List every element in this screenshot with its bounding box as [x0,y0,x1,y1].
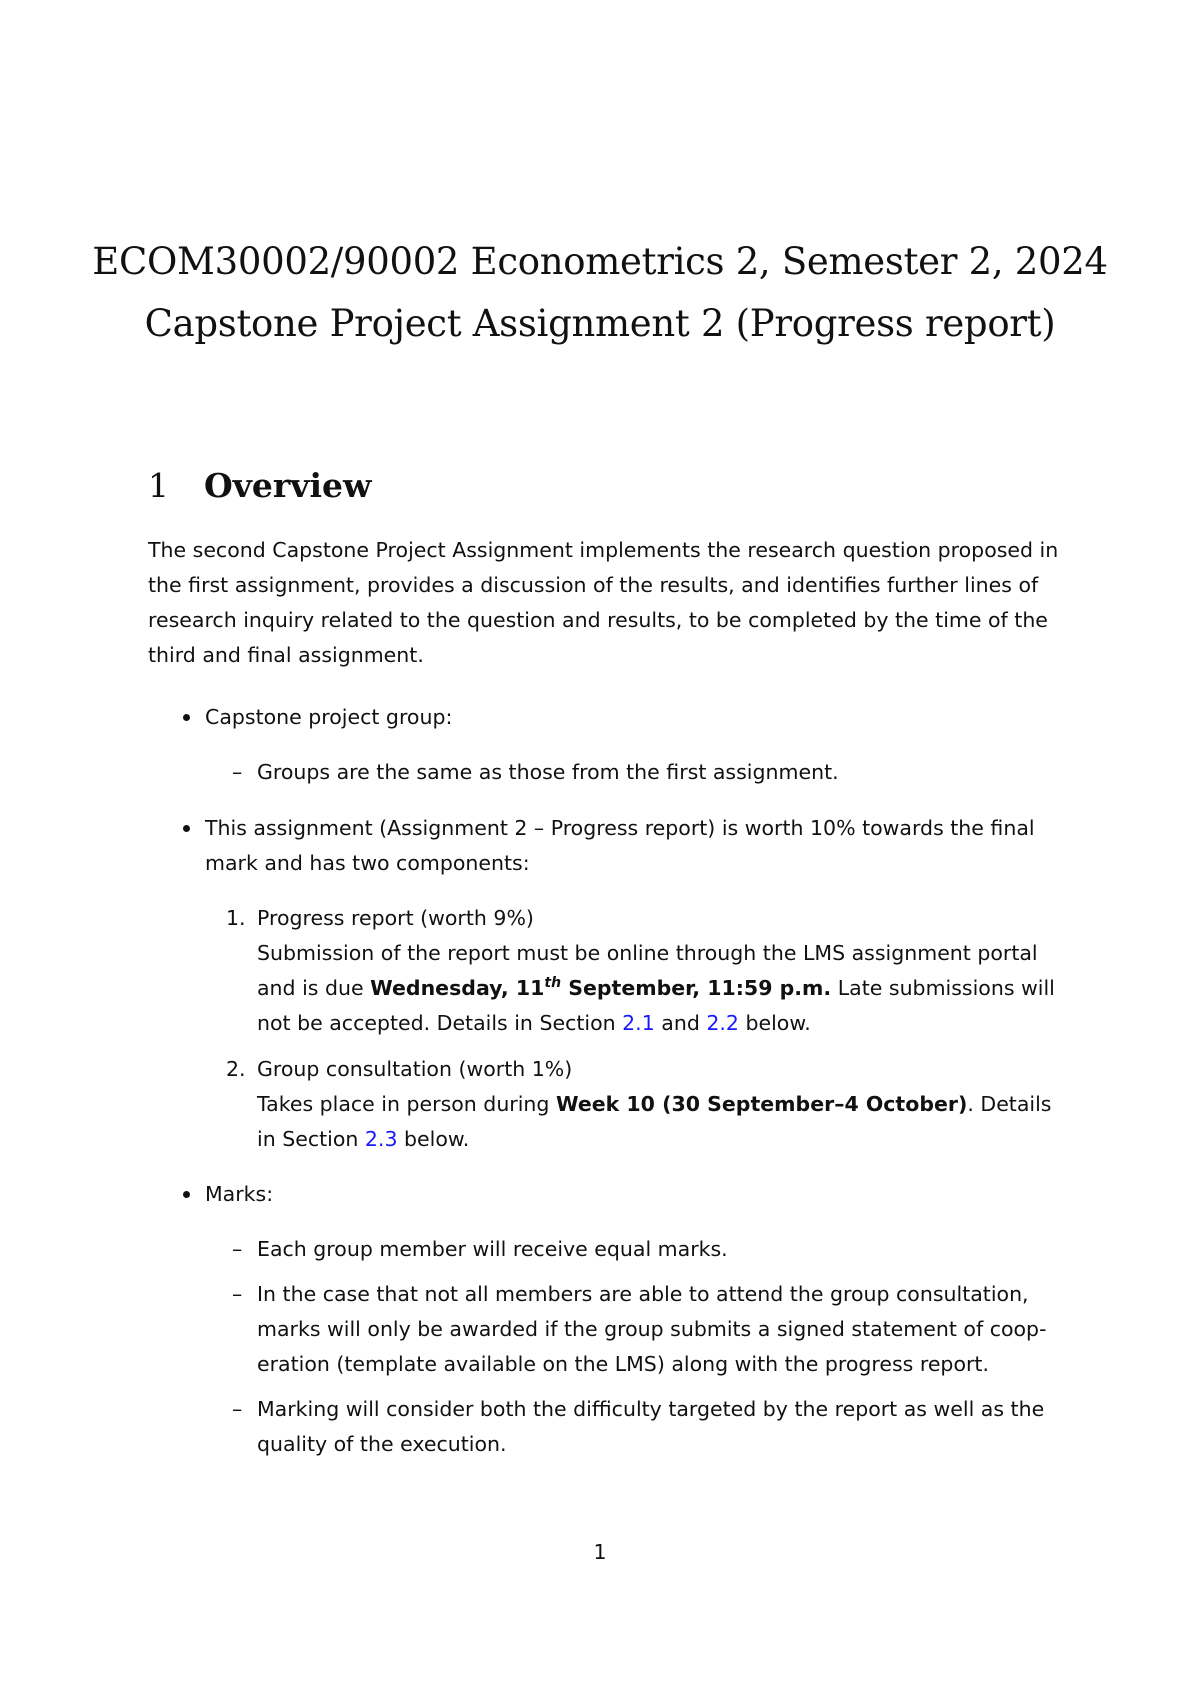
section-heading [148,466,371,505]
text-fragment: below. [738,1011,811,1035]
marks-sub-item-3-line-1: Marking will consider both the difficulty targeted by the report as well as the [257,1397,1045,1421]
section-link-2-3[interactable]: 2.3 [364,1127,398,1151]
text-fragment: in Section [257,1127,365,1151]
due-date [370,976,831,1000]
document-title-line-1: ECOM30002/90002 Econometrics 2, Semester 2, 2024 [92,240,1108,283]
text-fragment: Late submissions will [831,976,1055,1000]
marks-sub-item-2-line-2: marks will only be awarded if the group submits a signed statement of coop- [257,1317,1047,1341]
section-number: 1 [148,466,169,505]
progress-report-line-1: Submission of the report must be online through the LMS assignment portal [257,941,1038,965]
bullet-point-icon [183,1191,190,1198]
due-day: Wednesday, 11 [370,976,545,1000]
group-consultation-line-2 [257,1122,469,1157]
group-consultation-heading: Group consultation (worth 1%) [257,1057,573,1081]
enum-number: 2. [226,1057,246,1081]
intro-paragraph [148,533,1068,673]
marks-sub-item-2-line-1: In the case that not all members are able to attend the group consultation, [257,1282,1029,1306]
dash-icon: – [232,1282,243,1306]
text-fragment: below. [397,1127,470,1151]
text-fragment: and is due [257,976,371,1000]
marks-sub-item-1: Each group member will receive equal marks. [257,1237,728,1261]
bullet-assignment-line-1: This assignment (Assignment 2 – Progress report) is worth 10% towards the final [205,816,1035,840]
bullet-point-icon [183,825,190,832]
section-link-2-2[interactable]: 2.2 [706,1011,739,1035]
progress-report-line-3 [257,1006,811,1041]
progress-report-line-2 [257,971,1055,1006]
text-fragment: . Details [967,1092,1052,1116]
consultation-week: Week 10 (30 September–4 October) [555,1092,968,1116]
document-title-line-2: Capstone Project Assignment 2 (Progress report) [144,302,1056,345]
bullet-marks-label: Marks: [205,1182,274,1206]
dash-icon: – [232,1237,243,1261]
due-superscript: th [544,975,562,992]
text-fragment: and [654,1011,707,1035]
marks-sub-item-3-line-2: quality of the execution. [257,1432,507,1456]
intro-line: research inquiry related to the question and results, to be completed by the time of the [148,608,1048,632]
text-fragment: Takes place in person during [257,1092,556,1116]
progress-report-heading: Progress report (worth 9%) [257,906,534,930]
bullet-point-icon [183,714,190,721]
bullet-group-sub-item: Groups are the same as those from the first assignment. [257,760,839,784]
page-number: 1 [593,1540,607,1564]
section-link-2-1[interactable]: 2.1 [622,1011,655,1035]
dash-icon: – [232,1397,243,1421]
due-rest: September, 11:59 p.m. [561,976,832,1000]
group-consultation-line-1 [257,1087,1051,1122]
intro-line: the first assignment, provides a discussion of the results, and identifies further lines of [148,573,1039,597]
bullet-assignment-line-2: mark and has two components: [205,851,530,875]
enum-number: 1. [226,906,246,930]
bullet-group-label: Capstone project group: [205,705,453,729]
intro-line: third and final assignment. [148,643,424,667]
marks-sub-item-2-line-3: eration (template available on the LMS) along with the progress report. [257,1352,989,1376]
section-name: Overview [204,466,372,505]
intro-line: The second Capstone Project Assignment implements the research question proposed in [148,538,1059,562]
text-fragment: not be accepted. Details in Section [257,1011,623,1035]
dash-icon: – [232,760,243,784]
